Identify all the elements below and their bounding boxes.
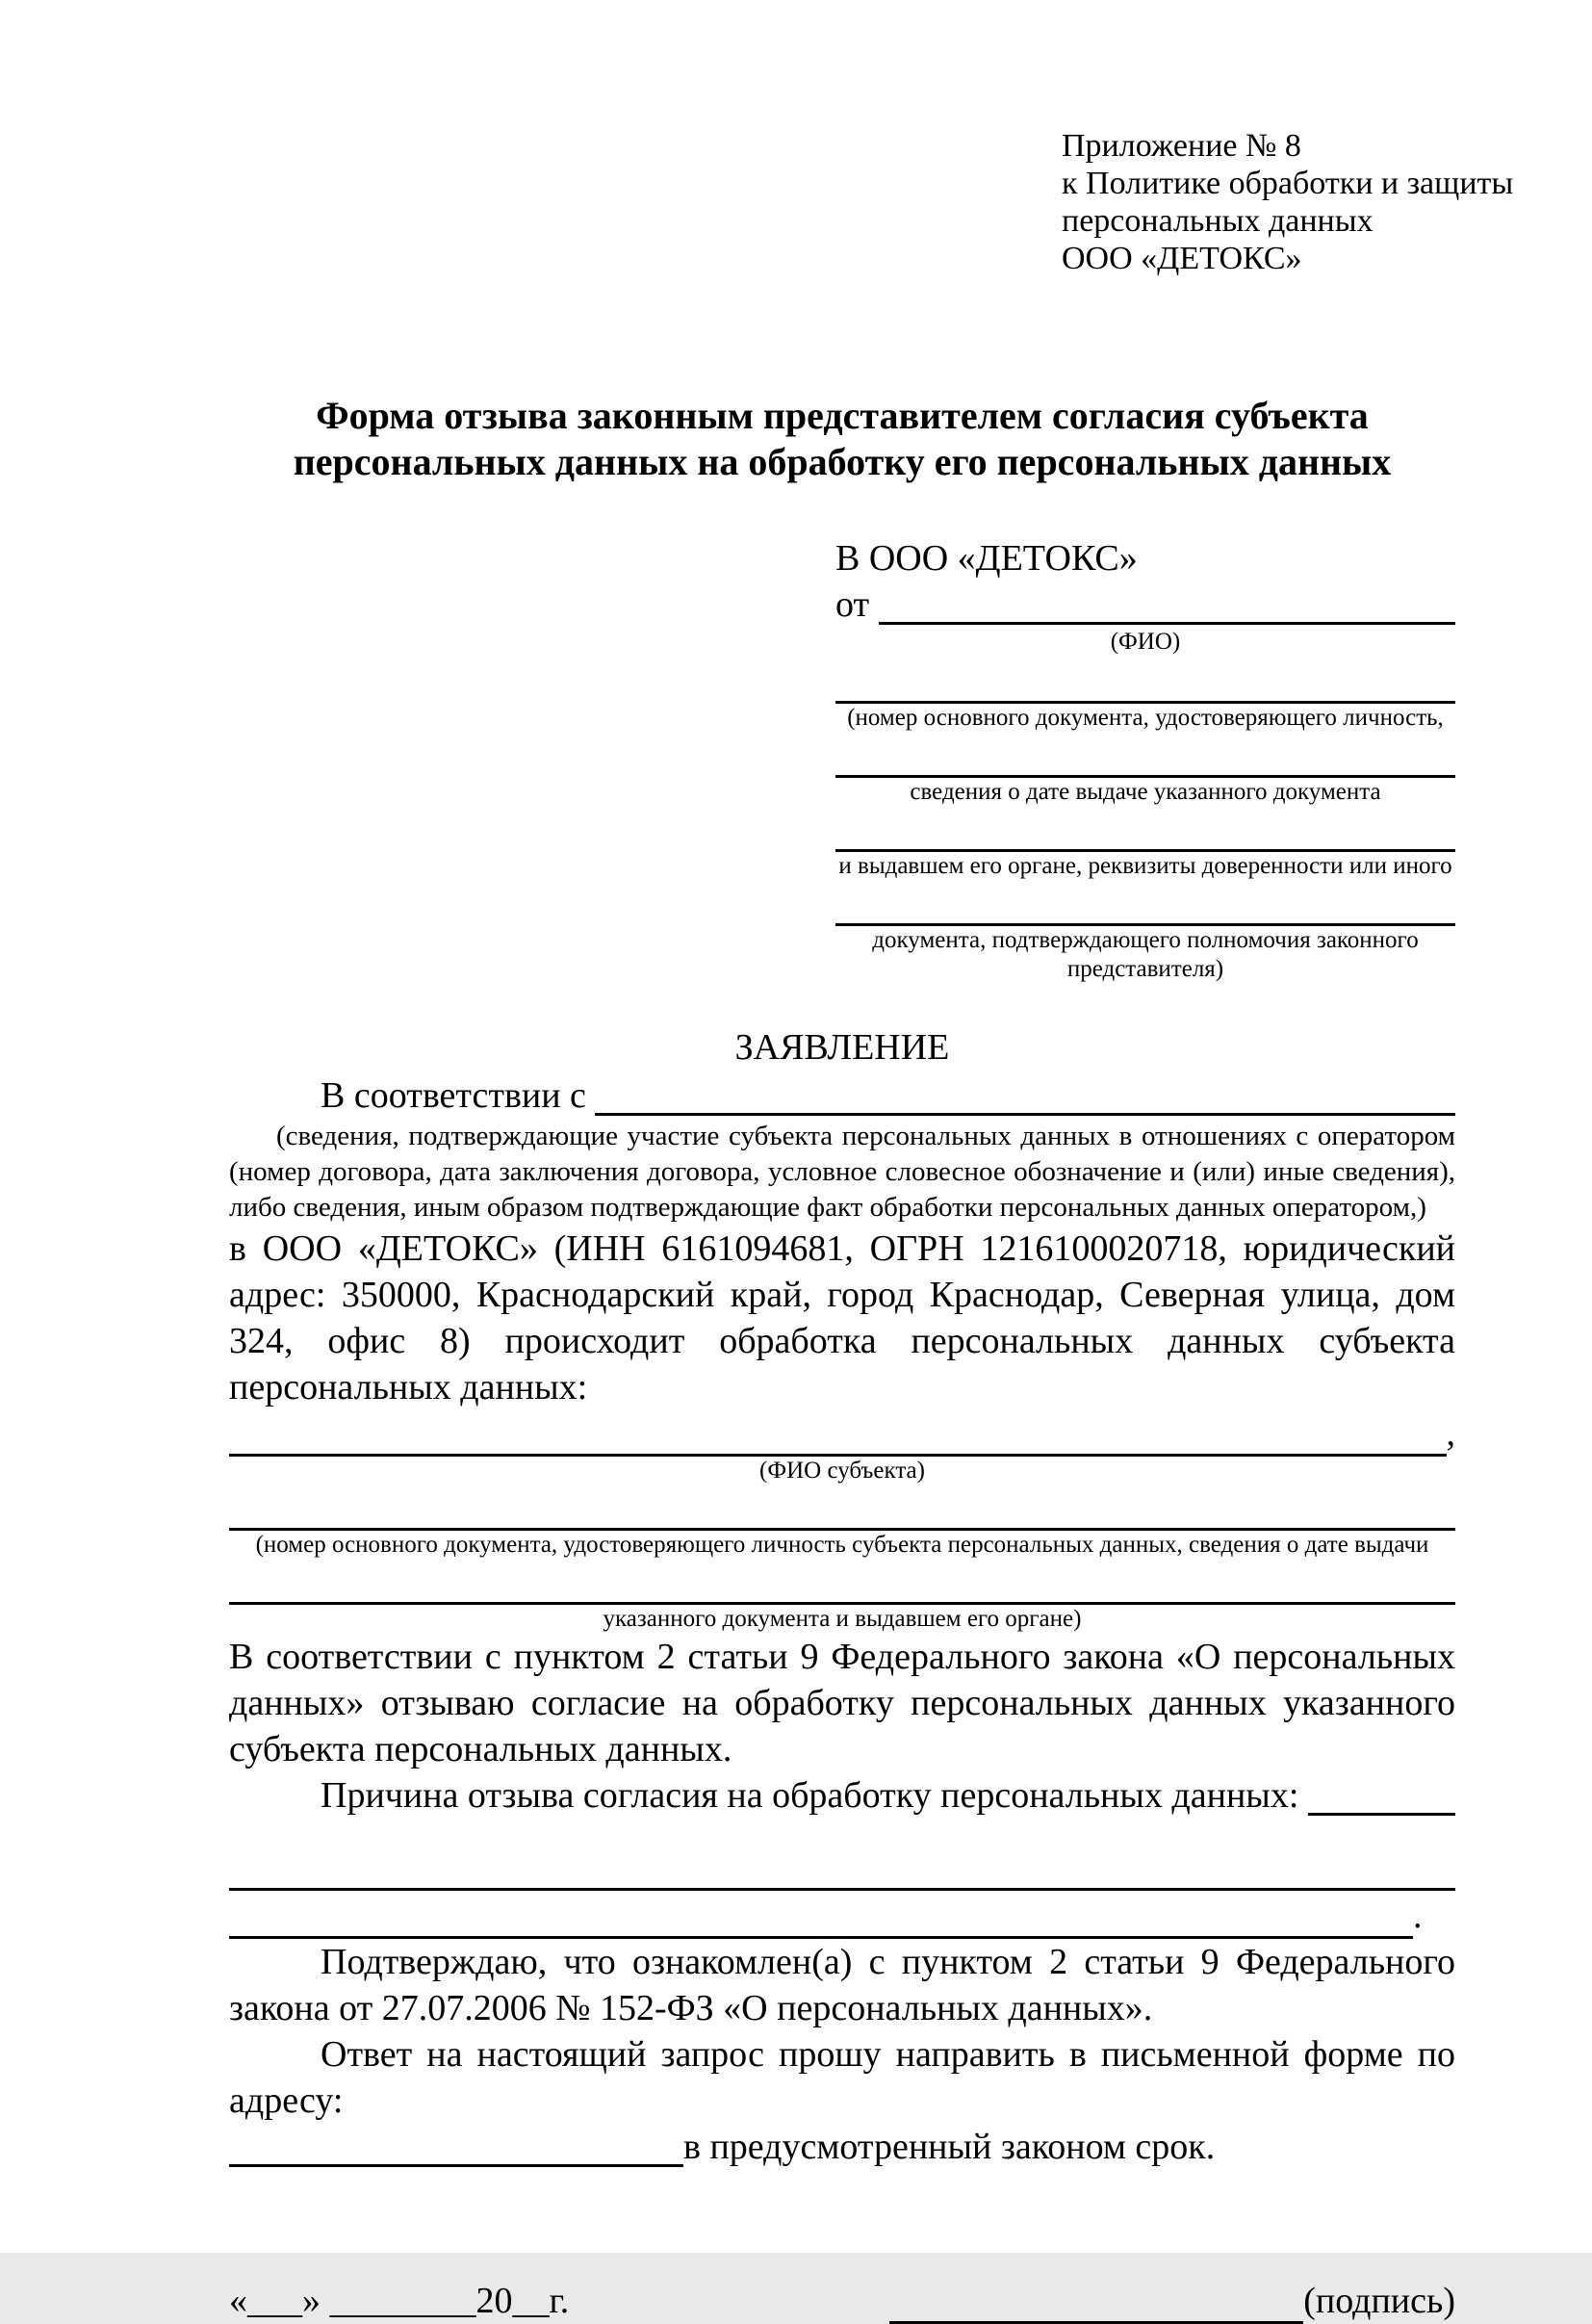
blank-line-trailing-period: . (1413, 1896, 1423, 1936)
subject-doc-caption-1: (номер основного документа, удостоверяющего личность субъекта персональных данных, сведения о дате выдачи (255, 1532, 1429, 1558)
in-accordance-row (229, 1072, 1455, 1119)
paragraph-indent (229, 1072, 321, 1119)
subject-doc-caption-2: указанного документа и выдавшем его органе) (603, 1606, 1082, 1632)
operator-paragraph: в ООО «ДЕТОКС» (ИНН 6161094681, ОГРН 1216100020718, юридический адрес: 350000, Краснодарский край, город Краснодар, Северная улица, дом 324, офис 8) происходит обработка персональных данных субъекта персональных данных: (229, 1228, 1455, 1407)
subject-fio-row (229, 1410, 1455, 1457)
authority-document-caption: документа, подтверждающего полномочия законного представителя) (872, 927, 1419, 982)
appendix-line: персональных данных (1062, 203, 1374, 239)
issue-date-caption: сведения о дате выдаче указанного документа (910, 779, 1381, 805)
signature-block (889, 2278, 1455, 2324)
footer-row (229, 2278, 1455, 2324)
withdraw-paragraph: В соответствии с пунктом 2 статьи 9 Федерального закона «О персональных данных» отзываю согласие на обработку персональных данных указанного субъекта персональных данных. (229, 1637, 1455, 1769)
appendix-line: к Политике обработки и защиты (1062, 166, 1514, 201)
reply-address-row (229, 2124, 1455, 2170)
reason-fill-line (1308, 1772, 1455, 1816)
basis-fill-line (595, 1072, 1455, 1116)
fio-caption: (ФИО) (1110, 629, 1181, 655)
reply-tail: в предусмотренный законом срок. (683, 2127, 1216, 2167)
statement-heading: ЗАЯВЛЕНИЕ (734, 1027, 950, 1068)
subject-fio-trailing-comma: , (1446, 1413, 1455, 1454)
reason-blank-line-1 (229, 1846, 1455, 1891)
reason-row (229, 1772, 1455, 1819)
fio-fill-line (879, 581, 1455, 625)
reason-lead: Причина отзыва согласия на обработку персональных данных: (321, 1775, 1308, 1816)
issuing-authority-caption: и выдавшем его органе, реквизиты доверенности или иного (838, 853, 1452, 879)
doc-number-caption: (номер основного документа, удостоверяющего личность, (847, 705, 1444, 731)
document-content (229, 127, 1514, 2324)
subject-doc-fill-line-2 (229, 1560, 1455, 1605)
basis-fine-print: (сведения, подтверждающие участие субъекта персональных данных в отношениях с оператором (номер договора, дата заключения договора, условное словесное обозначение и (или) иные сведения), либо сведения, иным образом подтверждающие факт обработки персональных данных оператором,) (229, 1121, 1455, 1223)
from-label: от (835, 584, 879, 625)
doc-number-fill-line (835, 658, 1455, 704)
reply-lead: Ответ на настоящий запрос прошу направить в письменной форме по адресу: (229, 2034, 1455, 2121)
issue-date-fill-line (835, 733, 1455, 778)
addressee-to: В ООО «ДЕТОКС» (835, 538, 1138, 579)
from-row (835, 581, 1455, 628)
date-line: «___» ________20__г. (229, 2281, 570, 2321)
addressee-block (835, 535, 1455, 984)
signature-fill-line (889, 2281, 1303, 2324)
subject-fio-caption: (ФИО субъекта) (759, 1458, 925, 1484)
appendix-block (1062, 127, 1514, 277)
appendix-line: ООО «ДЕТОКС» (1062, 241, 1302, 276)
signature-caption: (подпись) (1303, 2281, 1455, 2321)
authority-document-fill-line (835, 881, 1455, 926)
issuing-authority-fill-line (835, 807, 1455, 852)
reply-address-fill-line (229, 2124, 683, 2167)
subject-doc-fill-line (229, 1485, 1455, 1531)
subject-fio-fill-line (229, 1413, 1447, 1457)
appendix-line: Приложение № 8 (1062, 128, 1301, 164)
reason-blank-line-2 (229, 1896, 1413, 1939)
in-accordance-lead: В соответствии с (321, 1075, 596, 1116)
confirm-paragraph: Подтверждаю, что ознакомлен(а) с пунктом 2 статьи 9 Федерального закона от 27.07.2006 № 152-ФЗ «О персональных данных». (229, 1942, 1455, 2028)
paragraph-indent (229, 1772, 321, 1819)
document-title: Форма отзыва законным представителем согласия субъекта персональных данных на обработку его персональных данных (293, 394, 1392, 483)
reason-blank-line-2-row (229, 1893, 1455, 1939)
